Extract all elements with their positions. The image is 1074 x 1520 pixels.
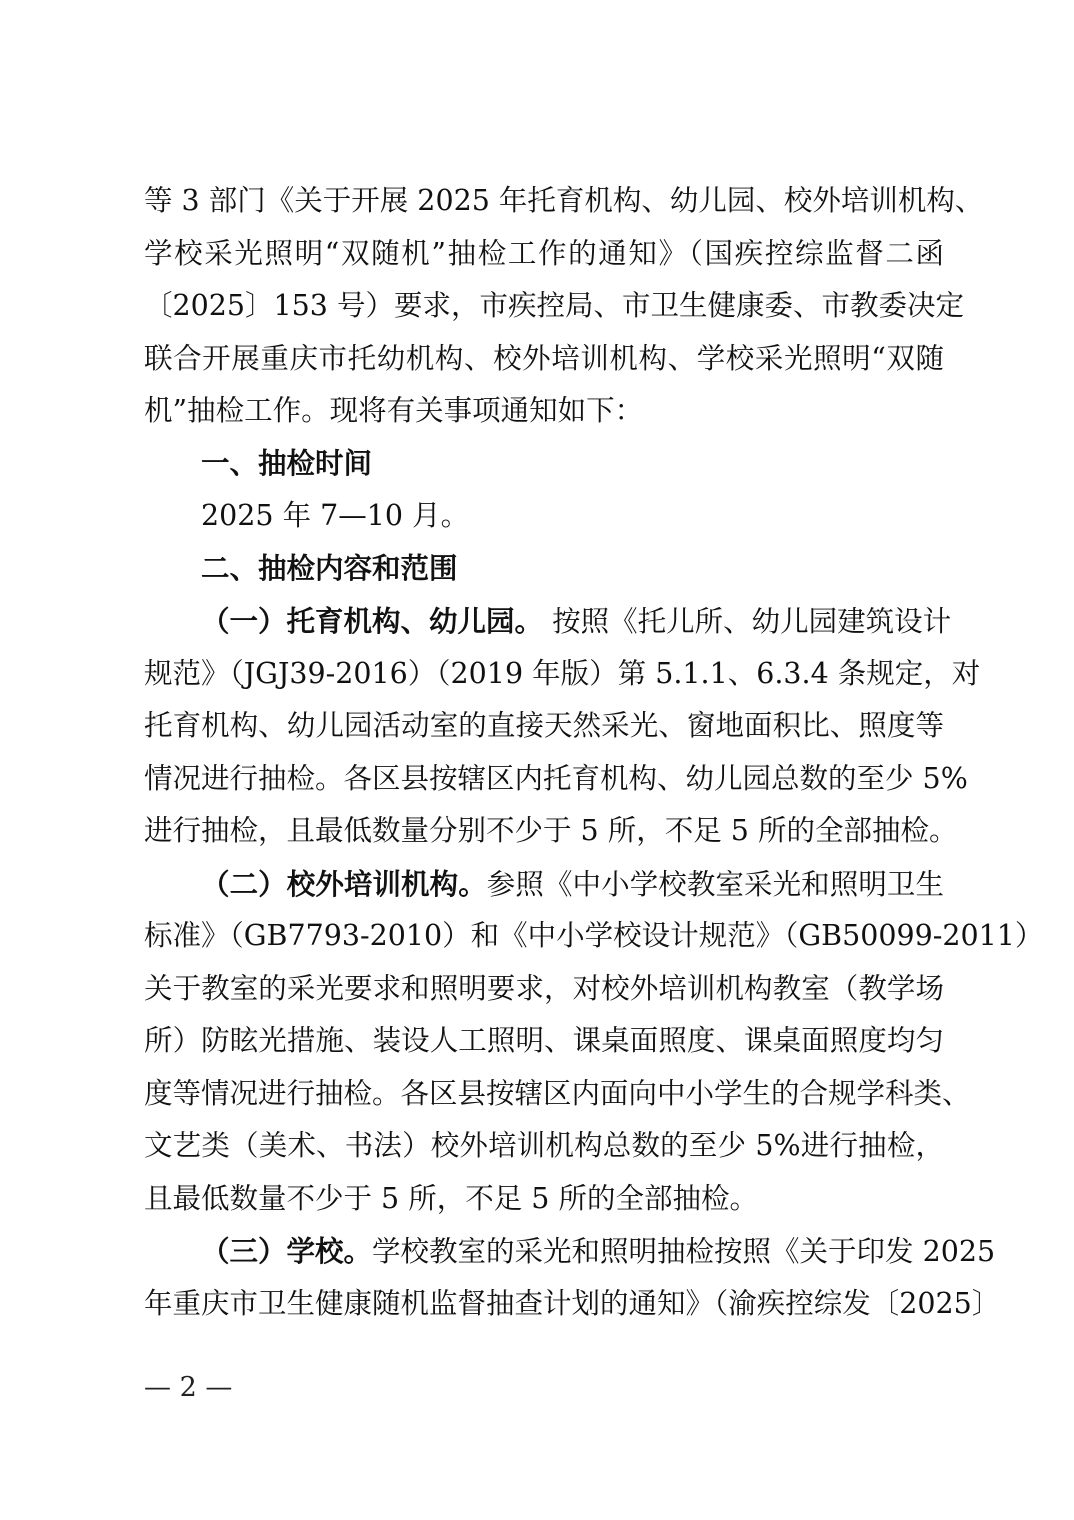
item1-label: （一）托育机构、幼儿园。: [201, 604, 544, 638]
item3-line-1: 学校教室的采光和照明抽检按照《关于印发 2025: [372, 1235, 996, 1268]
intro-line-2: 学校采光照明“双随机”抽检工作的通知》（国疾控综监督二函: [144, 236, 944, 270]
item1-line-5: 进行抽检，且最低数量分别不少于 5 所，不足 5 所的全部抽检。: [144, 814, 958, 847]
item2-line-1: 参照《中小学校教室采光和照明卫生: [486, 867, 944, 901]
section2-heading: 二、抽检内容和范围: [201, 551, 458, 585]
item1-line-1: 按照《托儿所、幼儿园建筑设计: [543, 605, 952, 638]
intro-line-3: 〔2025〕153 号）要求，市疾控局、市卫生健康委、市教委决定: [144, 289, 964, 322]
intro-line-4: 联合开展重庆市托幼机构、校外培训机构、学校采光照明“双随: [144, 341, 944, 375]
item3-first-line: [144, 1225, 996, 1278]
section1-text: 2025 年 7—10 月。: [201, 499, 470, 532]
item2-first-line: [144, 858, 944, 911]
item2-label: （二）校外培训机构。: [201, 866, 487, 901]
item3-line-2: 年重庆市卫生健康随机监督抽查计划的通知》（渝疾控综发〔2025〕: [144, 1286, 1001, 1320]
item2-line-2: 标准》（GB7793-2010）和《中小学校设计规范》（GB50099-2011）: [144, 919, 1044, 952]
item1-line-4: 情况进行抽检。各区县按辖区内托育机构、幼儿园总数的至少 5%: [144, 761, 968, 795]
document-body: [144, 175, 1044, 1330]
item2-line-3: 关于教室的采光要求和照明要求，对校外培训机构教室（教学场: [144, 971, 944, 1005]
item2-line-6: 文艺类（美术、书法）校外培训机构总数的至少 5%进行抽检，: [144, 1129, 944, 1162]
section1-heading: 一、抽检时间: [201, 446, 373, 480]
item3-label: （三）学校。: [201, 1234, 373, 1268]
intro-line-5: 机”抽检工作。现将有关事项通知如下：: [144, 394, 644, 427]
intro-line-1: 等 3 部门《关于开展 2025 年托育机构、幼儿园、校外培训机构、: [144, 184, 984, 217]
page-number: — 2 —: [144, 1372, 233, 1403]
item1-line-3: 托育机构、幼儿园活动室的直接天然采光、窗地面积比、照度等: [144, 709, 944, 742]
item1-line-2: 规范》（JGJ39-2016）（2019 年版）第 5.1.1、6.3.4 条规定，对: [144, 656, 981, 690]
item1-first-line: [144, 595, 952, 648]
item2-line-5: 度等情况进行抽检。各区县按辖区内面向中小学生的合规学科类、: [144, 1076, 971, 1110]
item2-line-7: 且最低数量不少于 5 所，不足 5 所的全部抽检。: [144, 1181, 759, 1215]
item2-line-4: 所）防眩光措施、装设人工照明、课桌面照度、课桌面照度均匀: [144, 1024, 944, 1057]
